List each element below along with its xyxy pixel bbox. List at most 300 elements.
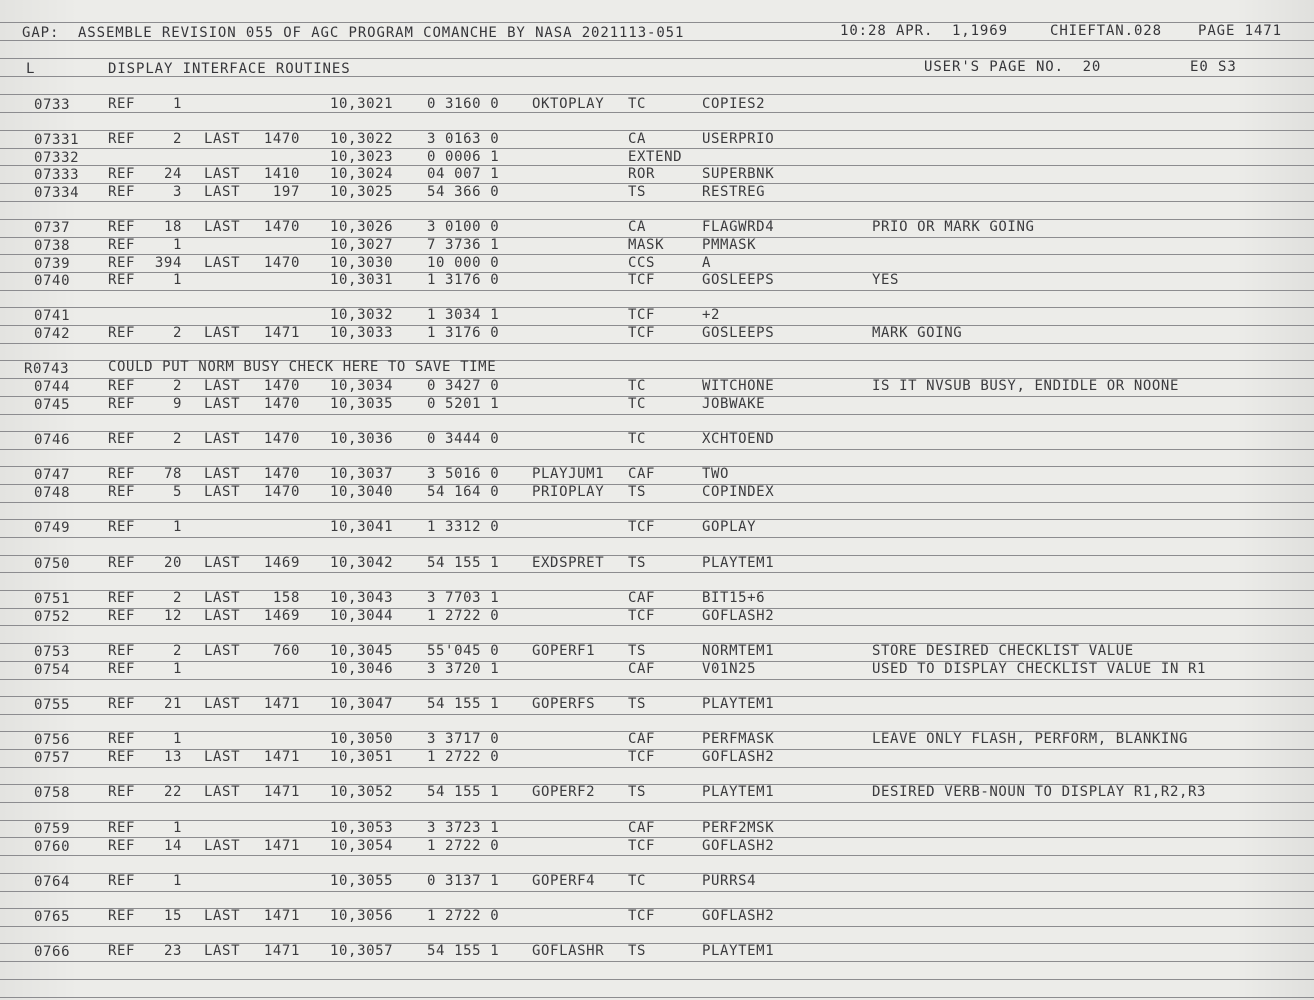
ref-count: 1	[172, 237, 182, 253]
address: 10,3026	[330, 219, 394, 235]
line-number: 0753	[34, 644, 71, 660]
line-number: 0751	[34, 591, 71, 607]
opcode: EXTEND	[628, 149, 683, 165]
opcode: TS	[628, 555, 647, 571]
last-page: 197	[272, 184, 300, 200]
operand: GOSLEEPS	[702, 325, 775, 341]
operand: GOFLASH2	[702, 908, 775, 924]
ref-count: 2	[172, 643, 182, 659]
ruled-line	[0, 58, 1314, 59]
operand: PLAYTEM1	[702, 784, 775, 800]
octal-code: 04 007 1	[427, 166, 500, 182]
last-marker: LAST	[204, 131, 241, 147]
address: 10,3044	[330, 608, 394, 624]
ruled-line	[0, 449, 1314, 450]
last-marker: LAST	[204, 255, 241, 271]
opcode: CA	[628, 219, 647, 235]
octal-code: 0 5201 1	[427, 396, 500, 412]
comment: YES	[872, 272, 900, 288]
address: 10,3021	[330, 96, 394, 112]
ref-marker: REF	[108, 255, 136, 271]
address: 10,3032	[330, 307, 394, 323]
octal-code: 54 155 1	[427, 784, 500, 800]
line-number: 0748	[34, 485, 71, 501]
line-number: 0740	[34, 273, 71, 289]
last-page: 1470	[263, 484, 300, 500]
line-number: 0755	[34, 697, 71, 713]
address: 10,3047	[330, 696, 394, 712]
header-timestamp: 10:28 APR. 1,1969	[840, 23, 1008, 39]
last-marker: LAST	[204, 325, 241, 341]
line-number: 0759	[34, 821, 71, 837]
opcode: CAF	[628, 590, 656, 606]
ref-marker: REF	[108, 166, 136, 182]
address: 10,3053	[330, 820, 394, 836]
operand: GOSLEEPS	[702, 272, 775, 288]
opcode: TCF	[628, 908, 656, 924]
octal-code: 3 3720 1	[427, 661, 500, 677]
last-marker: LAST	[204, 643, 241, 659]
last-page: 1469	[263, 555, 300, 571]
line-number: 0741	[34, 308, 71, 324]
line-number: 0758	[34, 785, 71, 801]
last-marker: LAST	[204, 908, 241, 924]
ref-marker: REF	[108, 325, 136, 341]
last-page: 1471	[263, 908, 300, 924]
last-page: 1471	[263, 838, 300, 854]
opcode: CAF	[628, 466, 656, 482]
address: 10,3040	[330, 484, 394, 500]
ref-count: 1	[172, 96, 182, 112]
comment: PRIO OR MARK GOING	[872, 219, 1035, 235]
operand: PERFMASK	[702, 731, 775, 747]
octal-code: 1 3176 0	[427, 325, 500, 341]
ref-marker: REF	[108, 519, 136, 535]
address: 10,3052	[330, 784, 394, 800]
last-marker: LAST	[204, 184, 241, 200]
last-page: 1471	[263, 749, 300, 765]
last-marker: LAST	[204, 696, 241, 712]
ruled-line	[0, 537, 1314, 538]
ref-count: 20	[163, 555, 182, 571]
octal-code: 3 5016 0	[427, 466, 500, 482]
ref-marker: REF	[108, 696, 136, 712]
last-marker: LAST	[204, 466, 241, 482]
line-number: 0754	[34, 662, 71, 678]
symbol-label: OKTOPLAY	[532, 96, 605, 112]
line-number: 07332	[34, 150, 80, 166]
address: 10,3024	[330, 166, 394, 182]
line-number: 0737	[34, 220, 71, 236]
octal-code: 54 155 1	[427, 943, 500, 959]
address: 10,3041	[330, 519, 394, 535]
opcode: CAF	[628, 731, 656, 747]
operand: GOFLASH2	[702, 838, 775, 854]
comment: MARK GOING	[872, 325, 963, 341]
opcode: TC	[628, 431, 647, 447]
address: 10,3057	[330, 943, 394, 959]
ref-count: 3	[172, 184, 182, 200]
operand: USERPRIO	[702, 131, 775, 147]
opcode: TS	[628, 696, 647, 712]
operand: PURRS4	[702, 873, 757, 889]
address: 10,3042	[330, 555, 394, 571]
line-number: 0746	[34, 432, 71, 448]
ruled-line	[0, 908, 1314, 909]
symbol-label: GOPERF4	[532, 873, 596, 889]
ref-marker: REF	[108, 838, 136, 854]
ruled-line	[0, 290, 1314, 291]
ruled-line	[0, 855, 1314, 856]
line-number: 0757	[34, 750, 71, 766]
ref-marker: REF	[108, 96, 136, 112]
octal-code: 1 2722 0	[427, 608, 500, 624]
opcode: TC	[628, 396, 647, 412]
ref-marker: REF	[108, 237, 136, 253]
line-number: 0742	[34, 326, 71, 342]
octal-code: 3 7703 1	[427, 590, 500, 606]
operand: PLAYTEM1	[702, 696, 775, 712]
ruled-line	[0, 820, 1314, 821]
ruled-line	[0, 767, 1314, 768]
opcode: TCF	[628, 838, 656, 854]
ruled-line	[0, 891, 1314, 892]
ruled-line	[0, 555, 1314, 556]
last-marker: LAST	[204, 166, 241, 182]
ref-marker: REF	[108, 484, 136, 500]
last-page: 1470	[263, 396, 300, 412]
ref-count: 2	[172, 431, 182, 447]
octal-code: 10 000 0	[427, 255, 500, 271]
operand: V01N25	[702, 661, 757, 677]
ruled-line	[0, 22, 1314, 23]
last-page: 1471	[263, 325, 300, 341]
ruled-line	[0, 608, 1314, 609]
opcode: TS	[628, 943, 647, 959]
address: 10,3045	[330, 643, 394, 659]
ref-marker: REF	[108, 908, 136, 924]
address: 10,3036	[330, 431, 394, 447]
operand: TWO	[702, 466, 730, 482]
last-marker: LAST	[204, 749, 241, 765]
operand: PMMASK	[702, 237, 757, 253]
operand: JOBWAKE	[702, 396, 766, 412]
address: 10,3046	[330, 661, 394, 677]
last-marker: LAST	[204, 396, 241, 412]
last-page: 1470	[263, 255, 300, 271]
octal-code: 54 155 1	[427, 555, 500, 571]
operand: A	[702, 255, 712, 271]
opcode: CA	[628, 131, 647, 147]
ruled-line	[0, 272, 1314, 273]
ruled-line	[0, 76, 1314, 77]
operand: FLAGWRD4	[702, 219, 775, 235]
line-number: 0765	[34, 909, 71, 925]
operand: RESTREG	[702, 184, 766, 200]
last-marker: LAST	[204, 431, 241, 447]
opcode: TC	[628, 378, 647, 394]
ruled-line	[0, 625, 1314, 626]
ref-count: 1	[172, 731, 182, 747]
ruled-line	[0, 502, 1314, 503]
ref-count: 2	[172, 378, 182, 394]
ref-count: 78	[163, 466, 182, 482]
opcode: TS	[628, 184, 647, 200]
last-page: 1469	[263, 608, 300, 624]
ref-count: 14	[163, 838, 182, 854]
octal-code: 1 3034 1	[427, 307, 500, 323]
line-number: R0743	[24, 361, 70, 377]
header-page-number: PAGE 1471	[1198, 23, 1282, 39]
address: 10,3037	[330, 466, 394, 482]
ref-count: 1	[172, 873, 182, 889]
comment: LEAVE ONLY FLASH, PERFORM, BLANKING	[872, 731, 1189, 747]
octal-code: 3 3723 1	[427, 820, 500, 836]
opcode: TCF	[628, 608, 656, 624]
ref-count: 5	[172, 484, 182, 500]
octal-code: 3 0100 0	[427, 219, 500, 235]
operand: NORMTEM1	[702, 643, 775, 659]
operand: GOFLASH2	[702, 608, 775, 624]
operand: COPIES2	[702, 96, 766, 112]
ref-marker: REF	[108, 608, 136, 624]
ruled-line	[0, 572, 1314, 573]
ruled-line	[0, 943, 1314, 944]
line-number: 07334	[34, 185, 80, 201]
last-page: 1471	[263, 696, 300, 712]
last-page: 1470	[263, 431, 300, 447]
ruled-line	[0, 696, 1314, 697]
address: 10,3033	[330, 325, 394, 341]
ref-count: 1	[172, 820, 182, 836]
ref-count: 1	[172, 661, 182, 677]
ref-count: 1	[172, 272, 182, 288]
address: 10,3050	[330, 731, 394, 747]
last-page: 1470	[263, 131, 300, 147]
line-number: 0766	[34, 944, 71, 960]
ref-count: 24	[163, 166, 182, 182]
octal-code: 1 3176 0	[427, 272, 500, 288]
ruled-line	[0, 837, 1314, 838]
last-marker: LAST	[204, 784, 241, 800]
ref-marker: REF	[108, 555, 136, 571]
ruled-line	[0, 873, 1314, 874]
address: 10,3043	[330, 590, 394, 606]
ruled-line	[0, 749, 1314, 750]
subheader-code: E0 S3	[1190, 59, 1237, 75]
operand: GOFLASH2	[702, 749, 775, 765]
opcode: TCF	[628, 325, 656, 341]
ref-count: 2	[172, 131, 182, 147]
comment: IS IT NVSUB BUSY, ENDIDLE OR NOONE	[872, 378, 1179, 394]
address: 10,3034	[330, 378, 394, 394]
opcode: TC	[628, 96, 647, 112]
line-number: 0745	[34, 397, 71, 413]
octal-code: 55'045 0	[427, 643, 500, 659]
address: 10,3056	[330, 908, 394, 924]
ref-count: 22	[163, 784, 182, 800]
octal-code: 54 164 0	[427, 484, 500, 500]
symbol-label: GOPERF1	[532, 643, 596, 659]
octal-code: 1 2722 0	[427, 749, 500, 765]
ref-marker: REF	[108, 784, 136, 800]
ruled-line	[0, 307, 1314, 308]
ruled-line	[0, 979, 1314, 980]
last-page: 1470	[263, 466, 300, 482]
ref-marker: REF	[108, 272, 136, 288]
address: 10,3027	[330, 237, 394, 253]
last-marker: LAST	[204, 378, 241, 394]
opcode: CAF	[628, 820, 656, 836]
ruled-line	[0, 484, 1314, 485]
line-number: 0733	[34, 97, 71, 113]
ruled-line	[0, 94, 1314, 95]
ref-marker: REF	[108, 466, 136, 482]
ref-marker: REF	[108, 943, 136, 959]
ruled-line	[0, 201, 1314, 202]
ruled-line	[0, 519, 1314, 520]
ruled-line	[0, 997, 1314, 998]
comment: USED TO DISPLAY CHECKLIST VALUE IN R1	[872, 661, 1207, 677]
symbol-label: PLAYJUM1	[532, 466, 605, 482]
opcode: TC	[628, 873, 647, 889]
octal-code: 1 3312 0	[427, 519, 500, 535]
ruled-line	[0, 254, 1314, 255]
ref-count: 13	[163, 749, 182, 765]
line-number: 0738	[34, 238, 71, 254]
ruled-line	[0, 961, 1314, 962]
operand: COPINDEX	[702, 484, 775, 500]
ruled-line	[0, 431, 1314, 432]
header-title: GAP: ASSEMBLE REVISION 055 OF AGC PROGRAM COMANCHE BY NASA 2021113-051	[22, 25, 685, 41]
address: 10,3030	[330, 255, 394, 271]
address: 10,3054	[330, 838, 394, 854]
ref-count: 394	[154, 255, 182, 271]
operand: +2	[702, 307, 721, 323]
comment: DESIRED VERB-NOUN TO DISPLAY R1,R2,R3	[872, 784, 1207, 800]
ruled-line	[0, 112, 1314, 113]
ref-marker: REF	[108, 749, 136, 765]
line-number: 07333	[34, 167, 80, 183]
operand: GOPLAY	[702, 519, 757, 535]
section-title: DISPLAY INTERFACE ROUTINES	[108, 61, 351, 77]
line-number: 0749	[34, 520, 71, 536]
octal-code: 3 0163 0	[427, 131, 500, 147]
address: 10,3055	[330, 873, 394, 889]
opcode: CCS	[628, 255, 656, 271]
octal-code: 0 3444 0	[427, 431, 500, 447]
comment: STORE DESIRED CHECKLIST VALUE	[872, 643, 1134, 659]
opcode: TCF	[628, 519, 656, 535]
line-number: 0756	[34, 732, 71, 748]
last-page: 1471	[263, 784, 300, 800]
subheader-marker: L	[26, 61, 36, 77]
last-marker: LAST	[204, 484, 241, 500]
last-marker: LAST	[204, 555, 241, 571]
ref-marker: REF	[108, 590, 136, 606]
address: 10,3031	[330, 272, 394, 288]
ref-marker: REF	[108, 873, 136, 889]
operand: XCHTOEND	[702, 431, 775, 447]
line-number: 0744	[34, 379, 71, 395]
ruled-line	[0, 165, 1314, 166]
symbol-label: EXDSPRET	[532, 555, 605, 571]
line-number: 0760	[34, 839, 71, 855]
address: 10,3051	[330, 749, 394, 765]
ref-count: 15	[163, 908, 182, 924]
ref-marker: REF	[108, 820, 136, 836]
line-number: 0750	[34, 556, 71, 572]
last-marker: LAST	[204, 608, 241, 624]
octal-code: 0 0006 1	[427, 149, 500, 165]
ref-marker: REF	[108, 396, 136, 412]
last-page: 1410	[263, 166, 300, 182]
last-marker: LAST	[204, 219, 241, 235]
last-marker: LAST	[204, 838, 241, 854]
opcode: TS	[628, 643, 647, 659]
symbol-label: GOPERF2	[532, 784, 596, 800]
operand: PERF2MSK	[702, 820, 775, 836]
line-number: 0752	[34, 609, 71, 625]
octal-code: 0 3160 0	[427, 96, 500, 112]
last-page: 158	[272, 590, 300, 606]
octal-code: 1 2722 0	[427, 838, 500, 854]
ruled-line	[0, 130, 1314, 131]
ref-marker: REF	[108, 184, 136, 200]
opcode: TS	[628, 484, 647, 500]
octal-code: 3 3717 0	[427, 731, 500, 747]
ruled-line	[0, 183, 1314, 184]
ref-marker: REF	[108, 431, 136, 447]
operand: PLAYTEM1	[702, 943, 775, 959]
opcode: TCF	[628, 749, 656, 765]
ref-count: 1	[172, 519, 182, 535]
ref-count: 23	[163, 943, 182, 959]
ref-marker: REF	[108, 661, 136, 677]
octal-code: 54 366 0	[427, 184, 500, 200]
ref-marker: REF	[108, 643, 136, 659]
ref-count: 18	[163, 219, 182, 235]
ref-marker: REF	[108, 219, 136, 235]
ruled-line	[0, 714, 1314, 715]
last-page: 1470	[263, 219, 300, 235]
symbol-label: PRIOPLAY	[532, 484, 605, 500]
last-page: 1470	[263, 378, 300, 394]
line-number: 0764	[34, 874, 71, 890]
address: 10,3025	[330, 184, 394, 200]
opcode: MASK	[628, 237, 665, 253]
last-page: 1471	[263, 943, 300, 959]
ref-count: 2	[172, 325, 182, 341]
ref-count: 2	[172, 590, 182, 606]
opcode: CAF	[628, 661, 656, 677]
opcode: TS	[628, 784, 647, 800]
remark-text: COULD PUT NORM BUSY CHECK HERE TO SAVE TIME	[108, 359, 497, 375]
octal-code: 1 2722 0	[427, 908, 500, 924]
header-tape: CHIEFTAN.028	[1050, 23, 1162, 39]
opcode: TCF	[628, 307, 656, 323]
last-marker: LAST	[204, 590, 241, 606]
ruled-line	[0, 466, 1314, 467]
line-number: 0739	[34, 256, 71, 272]
operand: WITCHONE	[702, 378, 775, 394]
ref-count: 12	[163, 608, 182, 624]
operand: BIT15+6	[702, 590, 766, 606]
line-number: 0747	[34, 467, 71, 483]
octal-code: 54 155 1	[427, 696, 500, 712]
ruled-line	[0, 396, 1314, 397]
octal-code: 7 3736 1	[427, 237, 500, 253]
